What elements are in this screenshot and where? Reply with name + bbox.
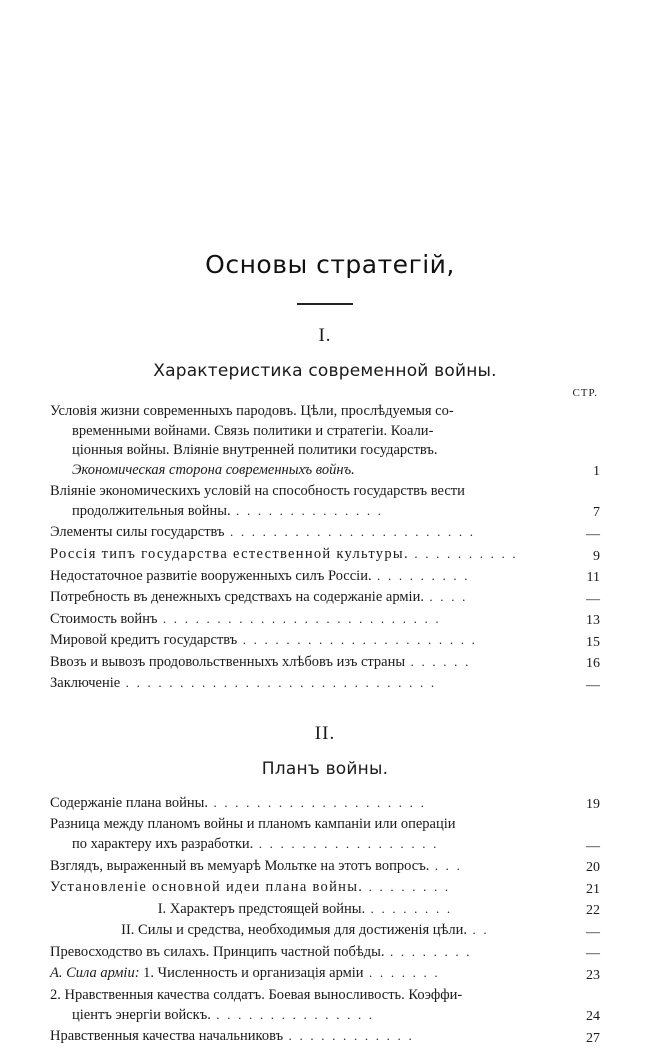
toc-page-number: — xyxy=(586,677,600,693)
toc-page-number: — xyxy=(586,924,600,940)
toc-page-number: 1 xyxy=(593,464,600,480)
toc-table-one xyxy=(50,401,600,695)
table-row xyxy=(50,963,600,985)
leader-dots: . . . . . . . . . . . . . . . . . . . . . . xyxy=(237,632,478,648)
table-row xyxy=(50,920,600,942)
toc-entry-line: ціентъ энергіи войскъ. xyxy=(72,1006,211,1023)
page-column-header: СТР. xyxy=(572,387,598,399)
toc-page-number: 23 xyxy=(586,967,600,983)
leader-dots: . . . . . . . . . . . . . . . . . xyxy=(253,836,439,851)
section-one xyxy=(50,325,600,695)
toc-entry-text: Превосходство въ силахъ. Принципъ частной побѣды. xyxy=(50,943,385,960)
table-row xyxy=(50,985,600,1026)
toc-page-number: 22 xyxy=(586,903,600,919)
leader-dots: . . . . . . . . . . . . . . . xyxy=(210,1006,375,1022)
toc-entry-text: Элементы силы государствъ xyxy=(50,524,225,541)
leader-dots: . . . . . . . . . . . . . . . . . . . . . . . . . . . . . xyxy=(120,675,437,691)
toc-entry-line: Экономическая сторона современныхъ войнъ. xyxy=(72,461,355,478)
leader-dots: . . . . . . . . xyxy=(384,943,472,959)
section-two xyxy=(50,723,600,1048)
section-two-number: II. xyxy=(314,722,336,744)
toc-page-number: 16 xyxy=(586,656,600,672)
toc-entry-line: временными войнами. Связь политики и стратегіи. Коали- xyxy=(72,422,434,439)
leader-dots: . . . . . . xyxy=(405,653,471,669)
toc-entry-text: II. Силы и средства, необходимыя для достиженія цѣли. xyxy=(121,922,468,939)
table-row xyxy=(50,630,600,652)
toc-page-number: 20 xyxy=(586,860,600,876)
leader-dots: . . . . . . . . . xyxy=(371,567,470,583)
table-row xyxy=(50,522,600,544)
toc-page-number: 11 xyxy=(586,570,600,586)
leader-dots: . . . . . . . . xyxy=(365,900,453,916)
toc-entry-line: по характеру ихъ разработки. xyxy=(72,836,254,852)
toc-page-number: — xyxy=(586,526,600,542)
leader-dots: . . . xyxy=(429,857,463,873)
section-spacer xyxy=(50,695,600,721)
toc-entry-lead: А. Сила арміи: xyxy=(50,965,140,982)
toc-entry-text: Ввозъ и вывозъ продовольственныхъ хлѣбовъ изъ страны xyxy=(50,653,406,670)
section-one-number: I. xyxy=(318,325,332,346)
page-title: Основы стратегій, xyxy=(205,250,455,279)
toc-entry-text: Россія типъ государства естественной культуры. xyxy=(50,545,409,562)
table-row xyxy=(50,401,600,481)
table-row xyxy=(50,609,600,631)
toc-page-number: — xyxy=(586,946,600,962)
leader-dots: . . . . . . . . . . . . xyxy=(283,1028,414,1044)
toc-page-number: 9 xyxy=(593,548,600,564)
toc-entry-text: Взглядъ, выраженный въ мемуарѣ Мольтке на этотъ вопросъ. xyxy=(50,857,430,874)
toc-entry-text: Недостаточное развитіе вооруженныхъ силъ Россіи. xyxy=(50,567,372,584)
toc-page-number: — xyxy=(586,591,600,607)
toc-entry-line: Условія жизни современныхъ пародовъ. Цѣли, прослѣдуемыя со- xyxy=(50,403,454,419)
toc-entry-text: Нравственныя качества начальниковъ xyxy=(50,1028,284,1045)
toc-entry-line: Вліяніе экономическихъ условій на способность государствъ вести xyxy=(50,483,465,500)
toc-entry-text: Потребность въ денежныхъ средствахъ на содержаніе арміи. xyxy=(50,589,424,606)
toc-table-two xyxy=(50,793,600,1048)
table-row xyxy=(50,544,600,566)
table-row xyxy=(50,856,600,878)
toc-page-number: 13 xyxy=(586,613,600,629)
toc-page-number: 27 xyxy=(586,1030,600,1046)
title-divider xyxy=(297,303,353,305)
toc-entry-text: 1. Численность и организація арміи xyxy=(139,965,364,982)
leader-dots: . . . . . . . . . . . . . . . . . . . . . . . xyxy=(224,524,476,540)
table-row xyxy=(50,652,600,674)
toc-entry-text: Установленіе основной идеи плана войны. xyxy=(50,879,364,896)
leader-dots: . . . . . . . . . . . . . . . . . . . . xyxy=(208,794,427,810)
leader-dots: . . . . xyxy=(423,589,468,605)
toc-entry-line: ціонныя войны. Вліяніе внутренней политики государствъ. xyxy=(72,442,438,459)
table-row xyxy=(50,942,600,964)
table-row xyxy=(50,566,600,588)
leader-dots: . . . . . . . . xyxy=(363,879,451,895)
table-row xyxy=(50,673,600,695)
toc-page-number: 15 xyxy=(586,634,600,650)
toc-page-number: — xyxy=(586,838,600,854)
toc-entry-text: I. Характеръ предстоящей войны. xyxy=(157,900,366,917)
toc-entry-text: Заключеніе xyxy=(50,675,121,692)
toc-entry-text: Мировой кредитъ государствъ xyxy=(50,632,238,649)
toc-page-number: 19 xyxy=(586,797,600,813)
table-row xyxy=(50,877,600,899)
toc-page-number: 24 xyxy=(586,1009,600,1025)
table-row xyxy=(50,793,600,815)
toc-entry-line: Разница между планомъ войны и планомъ кампаніи или операціи xyxy=(50,816,456,833)
toc-entry-line: 2. Нравственныя качества солдатъ. Боевая выносливость. Коэффи- xyxy=(50,986,463,1003)
leader-dots: . . . . . . . xyxy=(363,965,440,981)
section-one-title: Характеристика современной войны. xyxy=(153,361,497,381)
toc-entry-text: Содержаніе плана войны. xyxy=(50,794,209,811)
table-row xyxy=(50,814,600,855)
table-row xyxy=(50,1026,600,1048)
toc-entry-line: продолжительныя войны. xyxy=(72,502,231,519)
leader-dots: . . . . . . . . . . xyxy=(408,545,518,561)
toc-page-number: 7 xyxy=(593,505,600,521)
leader-dots: . . . . . . . . . . . . . . . . . . . . . . . . . . xyxy=(157,610,441,626)
table-row xyxy=(50,481,600,522)
toc-entry-text: Стоимость войнъ xyxy=(50,610,158,627)
toc-page-number: 21 xyxy=(586,881,600,897)
toc-content xyxy=(50,250,600,1048)
leader-dots: . . xyxy=(467,922,489,938)
section-two-title: Планъ войны. xyxy=(261,758,389,779)
table-row xyxy=(50,899,600,921)
leader-dots: . . . . . . . . . . . . . . xyxy=(230,502,384,518)
table-row xyxy=(50,587,600,609)
